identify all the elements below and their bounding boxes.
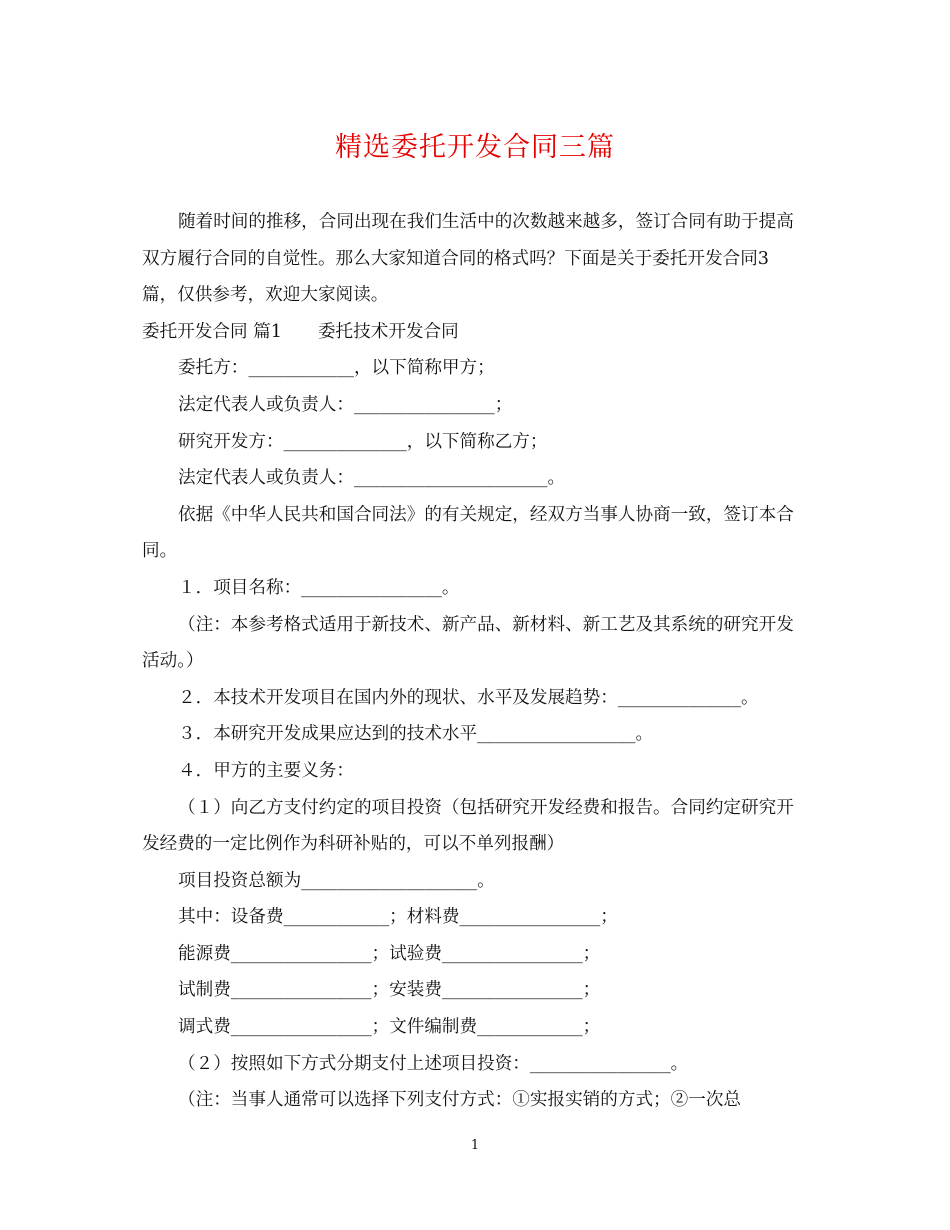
contract-line-subitem-2: （２）按照如下方式分期支付上述项目投资：________________。 — [178, 1053, 689, 1074]
contract-line-costs-3: 试制费________________；安装费________________； — [178, 980, 601, 1001]
intro-paragraph: 随着时间的推移，合同出现在我们生活中的次数越来越多，签订合同有助于提高双方履行合同的自觉性。那么大家知道合同的格式吗？下面是关于委托开发合同3篇，仅供参考，欢迎大家阅读。 — [142, 212, 794, 306]
section-heading-subtitle: 委托技术开发合同 — [317, 321, 459, 342]
contract-line-item-3: ３．本研究开发成果应达到的技术水平__________________。 — [178, 724, 654, 745]
document-title: 精选委托开发合同三篇 — [335, 132, 615, 163]
document-body — [142, 204, 802, 1119]
contract-line-developer: 研究开发方：______________，以下简称乙方； — [178, 431, 548, 452]
contract-line-total-investment: 项目投资总额为____________________。 — [178, 870, 495, 891]
contract-line-costs-2: 能源费________________；试验费________________； — [178, 943, 601, 964]
contract-line-client-rep: 法定代表人或负责人：________________； — [178, 394, 513, 415]
contract-line-client: 委托方：____________，以下简称甲方； — [178, 358, 495, 379]
section-heading — [142, 314, 802, 351]
contract-line-item-1: １．项目名称：________________。 — [178, 577, 460, 598]
contract-line-developer-rep: 法定代表人或负责人：______________________。 — [178, 468, 566, 489]
contract-line-item-4: ４．甲方的主要义务： — [178, 760, 354, 781]
contract-line-costs-4: 调式费________________；文件编制费____________； — [178, 1017, 601, 1038]
contract-line-note-2: （注：当事人通常可以选择下列支付方式：①实报实销的方式；②一次总 — [178, 1090, 742, 1111]
contract-line-subitem-1: （１）向乙方支付约定的项目投资（包括研究开发经费和报告。合同约定研究开发经费的一定比例作为科研补贴的，可以不单列报酬） — [142, 797, 794, 855]
contract-line-item-2: ２．本技术开发项目在国内外的现状、水平及发展趋势：______________。 — [178, 687, 759, 708]
page-number: 1 — [470, 1138, 480, 1153]
section-heading-label: 委托开发合同 篇1 — [142, 321, 282, 342]
contract-line-note-1: （注：本参考格式适用于新技术、新产品、新材料、新工艺及其系统的研究开发活动。） — [142, 614, 794, 672]
contract-line-costs-1: 其中：设备费____________；材料费________________； — [178, 907, 618, 928]
contract-line-legal-basis: 依据《中华人民共和国合同法》的有关规定，经双方当事人协商一致，签订本合同。 — [142, 504, 794, 562]
